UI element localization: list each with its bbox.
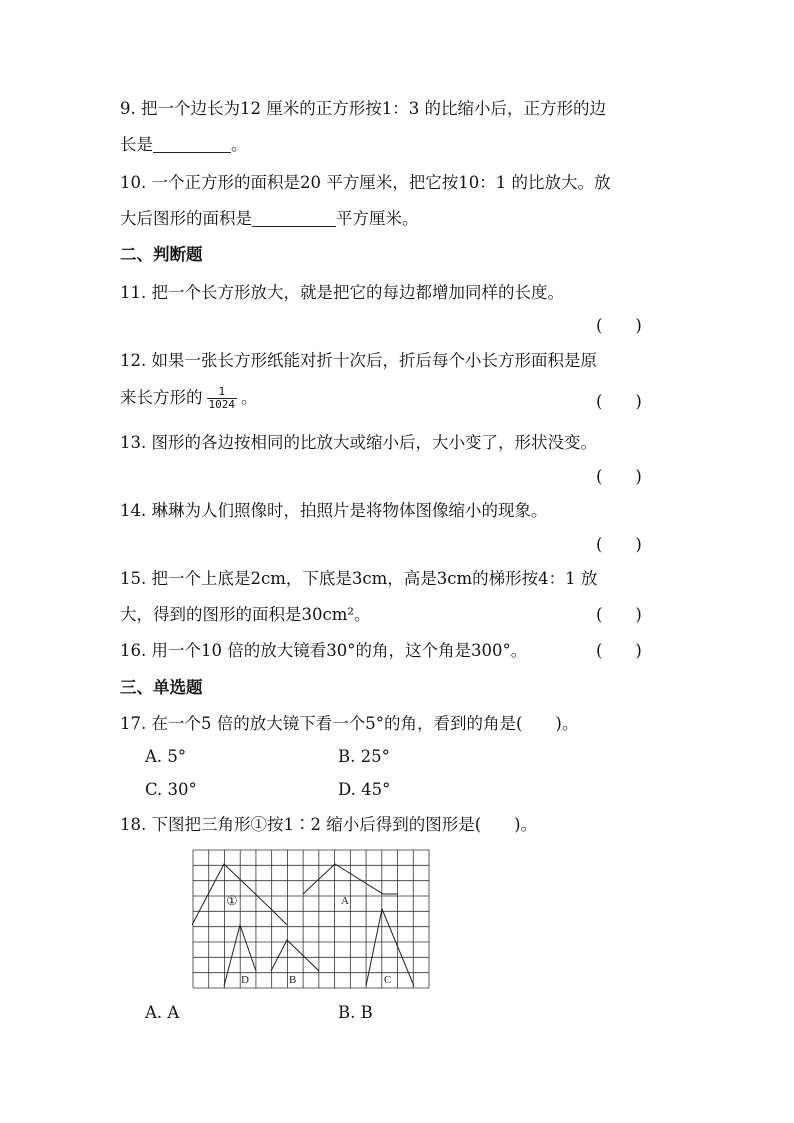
triangle-b-label: B <box>289 974 297 986</box>
q17-option-d[interactable]: D. 45° <box>338 780 391 799</box>
q12-fraction-denominator: 1024 <box>208 398 235 411</box>
q17-option-a[interactable]: A. 5° <box>145 747 187 766</box>
triangle-b-shape <box>271 940 319 971</box>
q11-text: 11. 把一个长方形放大，就是把它的每边都增加同样的长度。 <box>120 283 564 302</box>
q13-answer-paren[interactable]: ( ) <box>596 467 642 486</box>
triangle-grid-figure <box>192 849 430 989</box>
q17-option-c[interactable]: C. 30° <box>145 780 197 799</box>
q9-line2 <box>120 134 248 156</box>
triangle-1-label: ① <box>226 893 238 908</box>
q9-answer-blank[interactable] <box>153 136 231 153</box>
section-judgment-heading: 二、判断题 <box>120 245 203 264</box>
triangle-1-shape <box>192 864 287 925</box>
q10-line2-suffix: 平方厘米。 <box>336 209 419 228</box>
triangle-d-label: D <box>241 974 249 986</box>
q15-line1: 15. 把一个上底是2cm，下底是3cm，高是3cm的梯形按4：1 放 <box>120 569 598 588</box>
q12-fraction-numerator: 1 <box>218 385 226 398</box>
q12-fraction <box>207 386 238 411</box>
q14-text: 14. 琳琳为人们照像时，拍照片是将物体图像缩小的现象。 <box>120 501 548 520</box>
q9-line1: 9. 把一个边长为12 厘米的正方形按1：3 的比缩小后，正方形的边 <box>120 99 606 118</box>
triangle-a-label: A <box>341 895 349 907</box>
q12-answer-paren[interactable]: ( ) <box>596 392 642 411</box>
q18-text: 18. 下图把三角形①按1∶2 缩小后得到的图形是( )。 <box>120 815 538 834</box>
q17-text: 17. 在一个5 倍的放大镜下看一个5°的角，看到的角是( )。 <box>120 714 579 733</box>
q18-option-a[interactable]: A. A <box>145 1003 180 1022</box>
section-single-choice-heading: 三、单选题 <box>120 678 203 697</box>
q12-line1: 12. 如果一张长方形纸能对折十次后，折后每个小长方形面积是原 <box>120 351 597 370</box>
q12-line2-suffix: 。 <box>241 388 258 407</box>
q9-line2-suffix: 。 <box>231 135 248 154</box>
q11-answer-paren[interactable]: ( ) <box>596 316 642 335</box>
q14-answer-paren[interactable]: ( ) <box>596 535 642 554</box>
q16-answer-paren[interactable]: ( ) <box>596 641 642 660</box>
q16-text: 16. 用一个10 倍的放大镜看30°的角，这个角是300°。 <box>120 641 528 660</box>
q10-line2-prefix: 大后图形的面积是 <box>120 209 252 228</box>
q12-line2-prefix: 来长方形的 <box>120 388 203 407</box>
q13-text: 13. 图形的各边按相同的比放大或缩小后，大小变了，形状没变。 <box>120 433 597 452</box>
q9-line2-prefix: 长是 <box>120 135 153 154</box>
q12-line2 <box>120 386 258 411</box>
q10-line1: 10. 一个正方形的面积是20 平方厘米，把它按10：1 的比放大。放 <box>120 173 611 192</box>
q15-line2: 大，得到的图形的面积是30cm²。 <box>120 605 371 624</box>
q10-line2 <box>120 208 419 230</box>
q15-answer-paren[interactable]: ( ) <box>596 605 642 624</box>
q17-option-b[interactable]: B. 25° <box>338 747 390 766</box>
q10-answer-blank[interactable] <box>252 210 336 227</box>
triangle-c-label: C <box>384 974 392 986</box>
q18-option-b[interactable]: B. B <box>338 1003 373 1022</box>
